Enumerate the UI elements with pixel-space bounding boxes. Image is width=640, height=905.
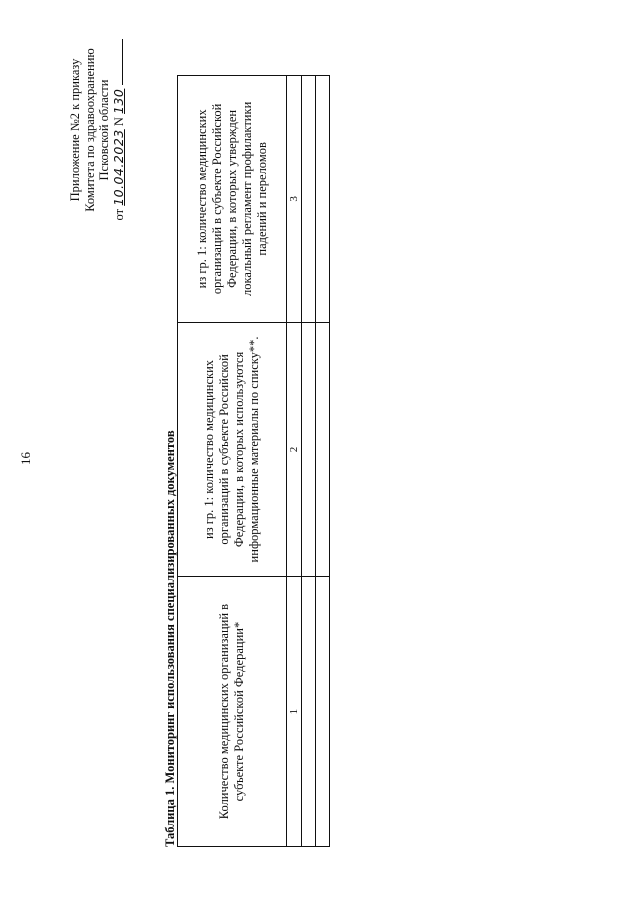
signature-underline xyxy=(122,39,123,85)
table-header-row xyxy=(178,76,287,847)
table-title: Таблица 1. Мониторинг использования специализированных документов xyxy=(163,430,177,847)
data-cell[interactable] xyxy=(302,322,316,576)
date-prefix: от xyxy=(111,208,126,221)
number-prefix: N xyxy=(111,117,126,127)
data-cell[interactable] xyxy=(316,76,330,323)
handwritten-date: 10.04.2023 xyxy=(110,129,126,206)
handwritten-order-number: 130 xyxy=(110,88,126,114)
data-cell[interactable] xyxy=(316,577,330,847)
appendix-line-3: Псковской области xyxy=(97,79,111,181)
page-number: 16 xyxy=(18,452,33,465)
column-number-3: 3 xyxy=(287,76,302,323)
table-row xyxy=(302,76,316,847)
monitoring-table xyxy=(177,75,330,847)
appendix-line-1: Приложение №2 к приказу xyxy=(68,58,82,202)
data-cell[interactable] xyxy=(302,577,316,847)
table-row xyxy=(316,76,330,847)
header-cell-org-count: Количество медицинских организаций в субъекте Российской Федерации* xyxy=(178,577,287,847)
data-cell[interactable] xyxy=(316,322,330,576)
column-number-1: 1 xyxy=(287,577,302,847)
header-cell-info-materials: из гр. 1: количество медицинских организаций в субъекте Российской Федерации, в которых используются информационные материалы по списку**. xyxy=(178,322,287,576)
appendix-line-2: Комитета по здравоохранению xyxy=(82,48,97,212)
appendix-block xyxy=(68,15,126,245)
appendix-date-line xyxy=(112,15,127,245)
column-number-2: 2 xyxy=(287,322,302,576)
header-cell-fall-prevention: из гр. 1: количество медицинских организаций в субъекте Российской Федерации, в которых утвержден локальный регламент профилактики падений и переломов xyxy=(178,76,287,323)
data-cell[interactable] xyxy=(302,76,316,323)
column-number-row xyxy=(287,76,302,847)
